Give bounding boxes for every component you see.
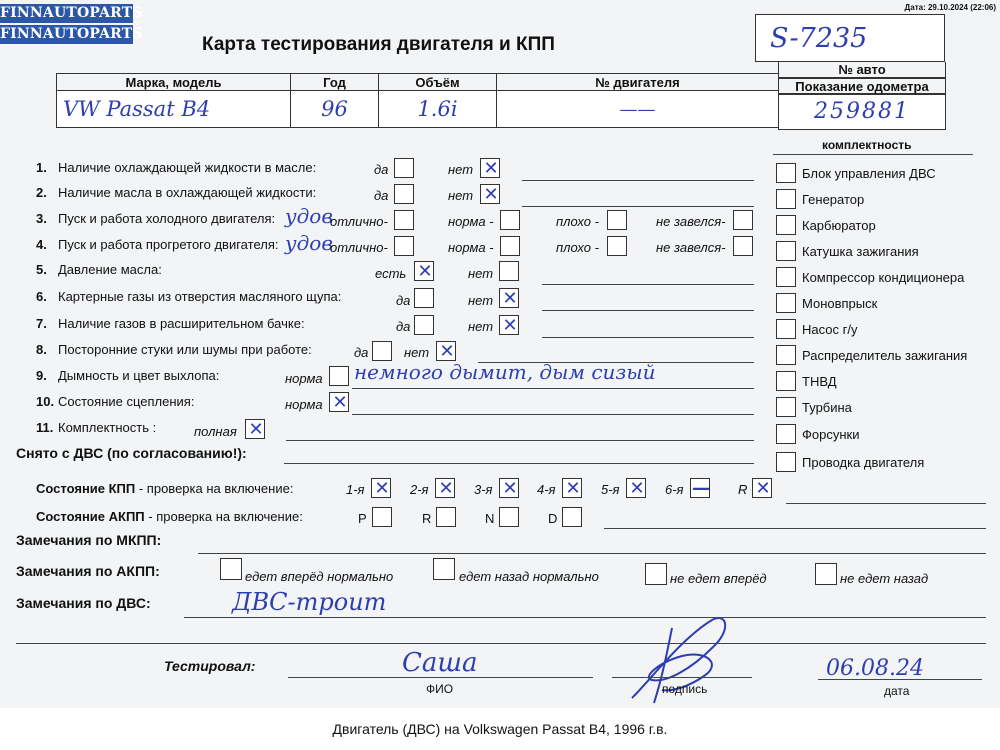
yes-checkbox[interactable] <box>414 315 434 335</box>
tester-name: Саша <box>402 648 478 678</box>
tested-by-label: Тестировал: <box>164 658 256 674</box>
check-mark-icon: ✕ <box>374 478 390 499</box>
option-no-label: нет <box>404 345 430 360</box>
akpp-no-back-checkbox[interactable] <box>815 563 837 585</box>
yes-checkbox[interactable] <box>414 288 434 308</box>
volume-value: 1.6i <box>379 91 497 128</box>
gear-checkbox[interactable] <box>752 478 772 498</box>
excellent-checkbox[interactable] <box>394 236 414 256</box>
gear-checkbox[interactable] <box>435 478 455 498</box>
completeness-item: Катушка зажигания <box>802 244 919 259</box>
no-checkbox[interactable] <box>499 315 519 335</box>
akpp-no-forward-checkbox[interactable] <box>645 563 667 585</box>
check-mark-icon: ✕ <box>438 478 454 499</box>
gear-label: 4-я <box>537 482 556 497</box>
signature-label: подпись <box>662 682 708 696</box>
completeness-item: Блок управления ДВС <box>802 166 936 181</box>
completeness-checkbox[interactable] <box>776 371 796 391</box>
completeness-item: Генератор <box>802 192 865 207</box>
akpp-label <box>36 509 303 524</box>
logo: FINNAUTOPARTS <box>0 5 143 21</box>
excellent-checkbox[interactable] <box>394 210 414 230</box>
akpp-remarks-label: Замечания по АКПП: <box>16 563 160 579</box>
option-bad-label: плохо - <box>556 214 599 229</box>
option-present-label: есть <box>375 266 407 281</box>
check-note: удов <box>285 231 333 255</box>
completeness-checkbox[interactable] <box>776 452 796 472</box>
image-caption: Двигатель (ДВС) на Volkswagen Passat B4, 1996 г.в. <box>0 708 1000 750</box>
gear-label: 3-я <box>474 482 493 497</box>
date-stamp: Дата: 29.10.2024 (22:06) <box>904 3 996 12</box>
car-number-label: № авто <box>778 62 946 78</box>
completeness-item: Моновпрыск <box>802 296 878 311</box>
completeness-item: Проводка двигателя <box>802 455 925 470</box>
yes-checkbox[interactable] <box>372 341 392 361</box>
akpp-forward-ok-checkbox[interactable] <box>220 558 242 580</box>
engine-number-header: № двигателя <box>497 74 779 91</box>
page-title: Карта тестирования двигателя и КПП <box>202 34 555 55</box>
option-norm-label: норма <box>285 371 323 386</box>
option-no-label: нет <box>448 162 474 177</box>
check-number: 8. <box>36 342 47 357</box>
completeness-checkbox[interactable] <box>776 424 796 444</box>
akpp-back-ok-checkbox[interactable] <box>433 558 455 580</box>
odometer-value: 259881 <box>814 99 910 124</box>
check-label: Дымность и цвет выхлопа: <box>58 368 220 383</box>
odometer-label: Показание одометра <box>778 78 946 94</box>
akpp-label-rest: - проверка на включение: <box>144 509 303 524</box>
bad-checkbox[interactable] <box>607 236 627 256</box>
option-no-label: нет <box>468 266 494 281</box>
completeness-checkbox[interactable] <box>776 189 796 209</box>
check-label: Посторонние стуки или шумы при работе: <box>58 342 312 357</box>
gear-checkbox[interactable] <box>626 478 646 498</box>
option-full-label: полная <box>194 424 237 439</box>
option-yes-label: да <box>374 188 389 203</box>
make-value: VW Passat B4 <box>57 91 291 128</box>
gear-label: D <box>548 511 558 526</box>
kpp-label <box>36 481 293 496</box>
no-checkbox[interactable] <box>480 184 500 204</box>
option-no-start-label: не завелся- <box>656 240 726 255</box>
akpp-option-label: не едет вперёд <box>670 571 767 586</box>
gear-checkbox[interactable] <box>562 507 582 527</box>
completeness-checkbox[interactable] <box>776 293 796 313</box>
completeness-checkbox[interactable] <box>776 267 796 287</box>
check-label: Наличие охлаждающей жидкости в масле: <box>58 160 317 175</box>
check-number: 4. <box>36 237 47 252</box>
check-number: 6. <box>36 289 47 304</box>
akpp-option-label: едет вперёд нормально <box>245 569 394 584</box>
completeness-item: Турбина <box>802 400 852 415</box>
fio-label: ФИО <box>426 682 454 696</box>
norm-checkbox[interactable] <box>329 392 349 412</box>
check-mark-icon: ✕ <box>483 158 499 179</box>
check-mark-icon: ✕ <box>332 392 348 413</box>
gear-label: N <box>485 511 495 526</box>
engine-number-value: —— <box>497 91 779 128</box>
check-label: Картерные газы из отверстия масляного щупа: <box>58 289 342 304</box>
option-normal-label: норма - <box>448 214 494 229</box>
check-label: Давление масла: <box>58 262 162 277</box>
logo: FINNAUTOPARTS <box>0 26 143 42</box>
check-mark-icon: ✕ <box>629 478 645 499</box>
check-number: 1. <box>36 160 47 175</box>
kpp-label-bold: Состояние КПП <box>36 481 136 496</box>
check-mark-icon: ✕ <box>439 341 455 362</box>
check-label: Состояние сцепления: <box>58 394 195 409</box>
check-number: 2. <box>36 185 47 200</box>
completeness-item: Распределитель зажигания <box>802 348 968 363</box>
check-mark-icon: ✕ <box>565 478 581 499</box>
exhaust-note: немного дымит, дым сизый <box>354 360 656 384</box>
check-mark-icon: ✕ <box>502 478 518 499</box>
check-label: Пуск и работа прогретого двигателя: <box>58 237 279 252</box>
check-label: Комплектность : <box>58 420 157 435</box>
option-yes-label: да <box>374 162 389 177</box>
dash-mark-icon: — <box>692 478 710 499</box>
no-checkbox[interactable] <box>436 341 456 361</box>
date-label: дата <box>884 684 910 698</box>
dvs-remarks-label: Замечания по ДВС: <box>16 595 151 611</box>
no-start-checkbox[interactable] <box>733 236 753 256</box>
gear-label: R <box>422 511 432 526</box>
check-mark-icon: ✕ <box>502 315 518 336</box>
completeness-item: Карбюратор <box>802 218 876 233</box>
check-note: удов <box>285 204 333 228</box>
car-number-value: S-7235 <box>770 23 868 54</box>
check-mark-icon: ✕ <box>755 478 771 499</box>
completeness-item: Компрессор кондиционера <box>802 270 965 285</box>
option-norm-label: норма <box>285 397 323 412</box>
gear-label: R <box>738 482 748 497</box>
gear-checkbox[interactable] <box>436 507 456 527</box>
check-mark-icon: ✕ <box>248 419 264 440</box>
gear-label: P <box>358 511 367 526</box>
gear-label: 6-я <box>665 482 684 497</box>
vehicle-info-table <box>56 73 779 128</box>
no-checkbox[interactable] <box>499 288 519 308</box>
completeness-item: Форсунки <box>802 427 860 442</box>
check-label: Наличие масла в охлаждающей жидкости: <box>58 185 317 200</box>
full-checkbox[interactable] <box>245 419 265 439</box>
no-checkbox[interactable] <box>480 158 500 178</box>
completeness-checkbox[interactable] <box>776 215 796 235</box>
bad-checkbox[interactable] <box>607 210 627 230</box>
yes-checkbox[interactable] <box>394 184 414 204</box>
option-excellent-label: отлично- <box>330 214 388 229</box>
year-value: 96 <box>291 91 379 128</box>
option-normal-label: норма - <box>448 240 494 255</box>
akpp-label-bold: Состояние АКПП <box>36 509 145 524</box>
check-number: 10. <box>36 394 55 409</box>
gear-checkbox[interactable] <box>562 478 582 498</box>
option-yes-label: да <box>354 345 369 360</box>
gear-label: 1-я <box>346 482 365 497</box>
option-yes-label: да <box>396 293 411 308</box>
check-label: Наличие газов в расширительном бачке: <box>58 316 305 331</box>
completeness-checkbox[interactable] <box>776 397 796 417</box>
normal-checkbox[interactable] <box>500 236 520 256</box>
check-number: 7. <box>36 316 47 331</box>
no-checkbox[interactable] <box>499 261 519 281</box>
gear-checkbox[interactable] <box>371 478 391 498</box>
no-start-checkbox[interactable] <box>733 210 753 230</box>
option-no-start-label: не завелся- <box>656 214 726 229</box>
check-mark-icon: ✕ <box>502 288 518 309</box>
check-number: 5. <box>36 262 47 277</box>
check-number: 11. <box>36 420 54 435</box>
check-mark-icon: ✕ <box>483 184 499 205</box>
odometer-box <box>778 94 946 130</box>
option-yes-label: да <box>396 319 411 334</box>
check-mark-icon: ✕ <box>417 261 433 282</box>
completeness-checkbox[interactable] <box>776 319 796 339</box>
yes-checkbox[interactable] <box>394 158 414 178</box>
gear-checkbox[interactable] <box>372 507 392 527</box>
date-value: 06.08.24 <box>826 656 924 681</box>
completeness-checkbox[interactable] <box>776 241 796 261</box>
gear-label: 5-я <box>601 482 620 497</box>
option-no-label: нет <box>468 293 494 308</box>
option-excellent-label: отлично- <box>330 240 388 255</box>
gear-checkbox[interactable] <box>499 507 519 527</box>
check-number: 3. <box>36 211 47 226</box>
completeness-checkbox[interactable] <box>776 345 796 365</box>
check-label: Пуск и работа холодного двигателя: <box>58 211 276 226</box>
make-header: Марка, модель <box>57 74 291 91</box>
car-number-box <box>755 14 945 62</box>
gear-label: 2-я <box>410 482 429 497</box>
normal-checkbox[interactable] <box>500 210 520 230</box>
akpp-option-label: не едет назад <box>840 571 929 586</box>
mkpp-remarks-label: Замечания по МКПП: <box>16 532 162 548</box>
akpp-option-label: едет назад нормально <box>459 569 599 584</box>
check-number: 9. <box>36 368 47 383</box>
volume-header: Объём <box>379 74 497 91</box>
completeness-item: ТНВД <box>802 374 837 389</box>
gear-checkbox[interactable] <box>499 478 519 498</box>
gear-checkbox[interactable] <box>690 478 710 498</box>
present-checkbox[interactable] <box>414 261 434 281</box>
norm-checkbox[interactable] <box>329 366 349 386</box>
completeness-checkbox[interactable] <box>776 163 796 183</box>
dvs-remarks-value: ДВС-троит <box>232 588 387 616</box>
option-bad-label: плохо - <box>556 240 599 255</box>
completeness-title: комплектность <box>822 138 912 152</box>
kpp-label-rest: - проверка на включение: <box>135 481 294 496</box>
removed-label: Снято с ДВС (по согласованию!): <box>16 445 247 461</box>
year-header: Год <box>291 74 379 91</box>
completeness-item: Насос г/у <box>802 322 858 337</box>
option-no-label: нет <box>448 188 474 203</box>
option-no-label: нет <box>468 319 494 334</box>
